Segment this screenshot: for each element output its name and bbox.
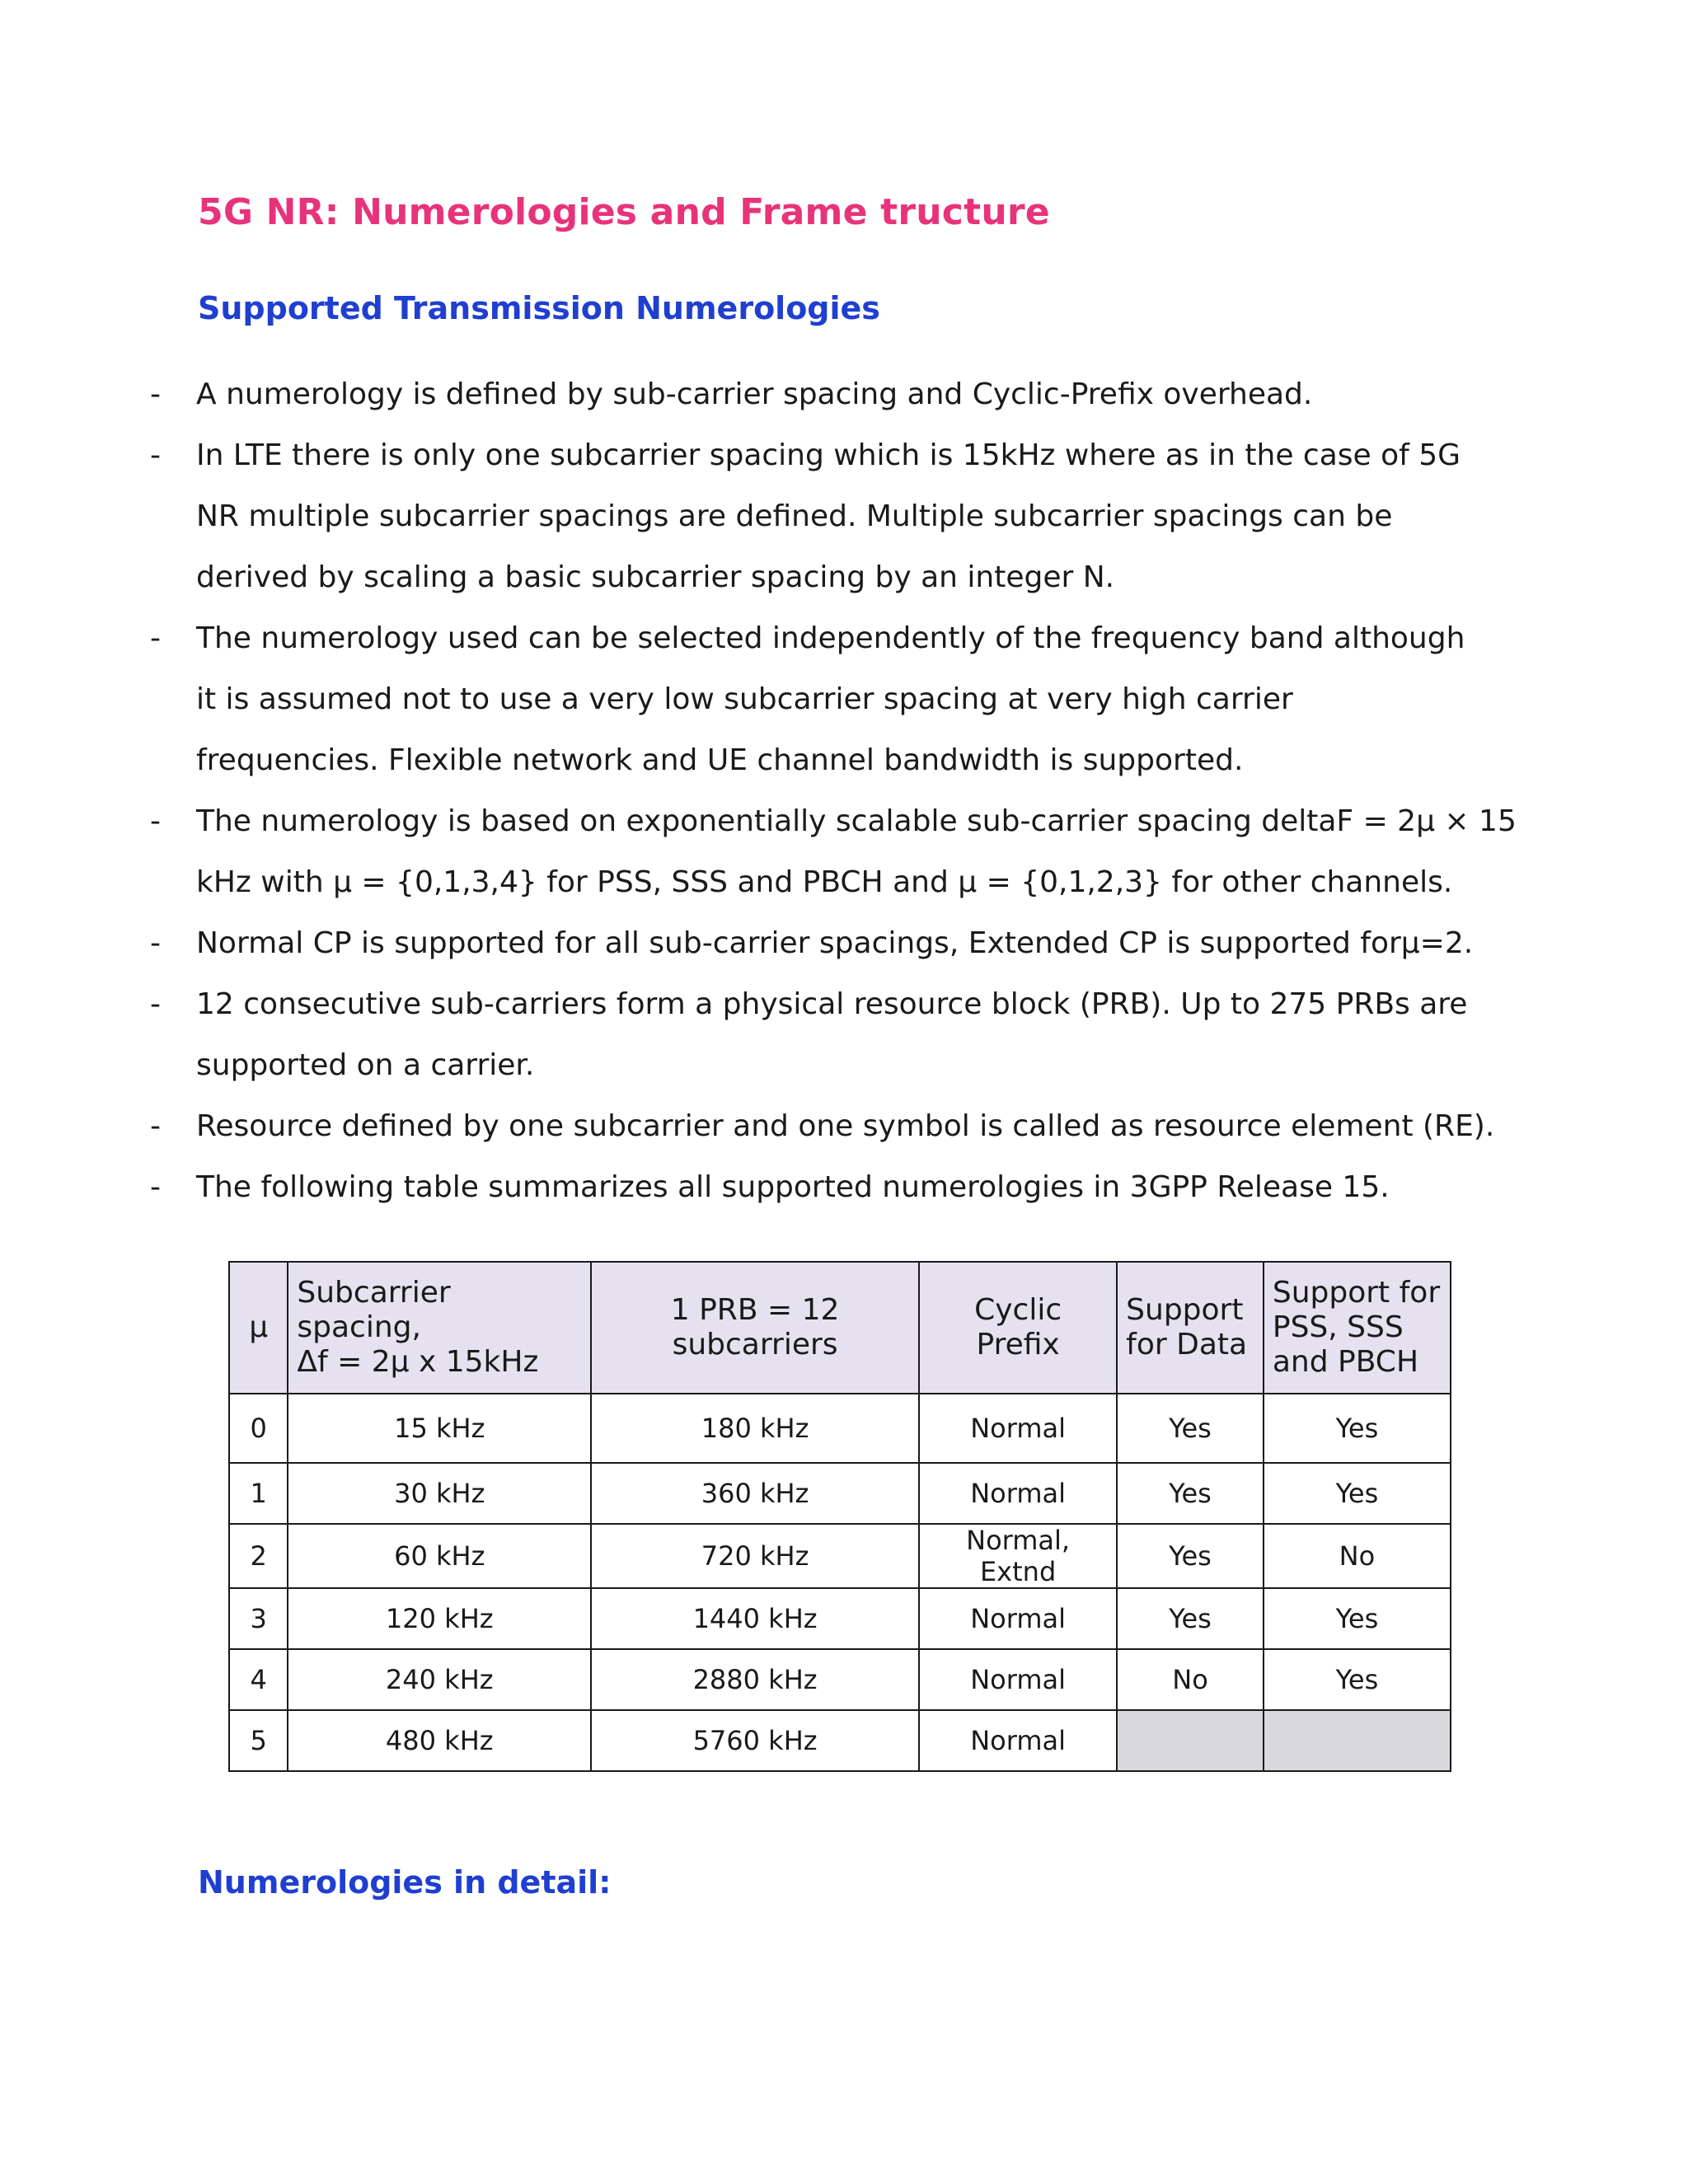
header-prb-line-2: subcarriers (672, 1328, 838, 1361)
cell-support-pss: Yes (1264, 1463, 1451, 1524)
header-cp-label: Cyclic Prefix (974, 1293, 1062, 1361)
header-support-pss (1264, 1262, 1451, 1394)
cell-cyclic-prefix: Normal (919, 1710, 1117, 1771)
cell-mu: 1 (229, 1463, 288, 1524)
cell-support-data: No (1117, 1649, 1264, 1710)
cell-mu: 0 (229, 1394, 288, 1463)
bullet-text (196, 364, 1515, 425)
list-item (0, 364, 1688, 425)
list-item (0, 425, 1688, 608)
header-subcarrier-spacing (288, 1262, 591, 1394)
cell-support-data: Yes (1117, 1394, 1264, 1463)
cell-cyclic-prefix: Normal, Extnd (919, 1524, 1117, 1588)
bullet-text (196, 974, 1515, 1096)
header-pss-line-3: and PBCH (1272, 1345, 1419, 1379)
cell-mu: 2 (229, 1524, 288, 1588)
cell-mu: 4 (229, 1649, 288, 1710)
page-title: 5G NR: Numerologies and Frame tructure (198, 191, 1050, 233)
cell-prb-bandwidth: 2880 kHz (591, 1649, 919, 1710)
table-row (229, 1649, 1451, 1710)
table-row (229, 1710, 1451, 1771)
bullet-line: The numerology is based on exponentially scalable sub-carrier spacing deltaF = 2μ × 15 (196, 804, 1517, 838)
bullet-line: A numerology is defined by sub-carrier spacing and Cyclic-Prefix overhead. (196, 377, 1313, 411)
cell-support-pss: Yes (1264, 1649, 1451, 1710)
bullet-line: In LTE there is only one subcarrier spacing which is 15kHz where as in the case of 5G (196, 438, 1461, 472)
bullet-text (196, 791, 1515, 913)
cell-support-pss: No (1264, 1524, 1451, 1588)
cell-support-data (1117, 1710, 1264, 1771)
bullet-marker: - (150, 804, 161, 838)
bullet-text (196, 1157, 1515, 1218)
numerology-table-container (228, 1261, 1451, 1772)
cell-cyclic-prefix: Normal (919, 1394, 1117, 1463)
header-scs-line-2: Δf = 2μ x 15kHz (297, 1345, 539, 1379)
bullet-text (196, 608, 1515, 791)
bullet-text (196, 1096, 1515, 1157)
cell-mu: 5 (229, 1710, 288, 1771)
header-pss-line-1: Support for (1272, 1276, 1441, 1310)
header-support-data (1117, 1262, 1264, 1394)
header-data-line-1: Support (1126, 1293, 1244, 1327)
bullet-line: supported on a carrier. (196, 1048, 535, 1082)
cell-prb-bandwidth: 1440 kHz (591, 1588, 919, 1649)
bullet-line: frequencies. Flexible network and UE channel bandwidth is supported. (196, 743, 1244, 777)
table-body (229, 1394, 1451, 1771)
bullet-text (196, 425, 1515, 608)
header-prb (591, 1262, 919, 1394)
cell-prb-bandwidth: 360 kHz (591, 1463, 919, 1524)
bullet-marker: - (150, 987, 161, 1021)
list-item (0, 791, 1688, 913)
list-item (0, 1157, 1688, 1218)
bullet-line: The numerology used can be selected independently of the frequency band although (196, 621, 1465, 655)
bullet-line: Normal CP is supported for all sub-carrier spacings, Extended CP is supported forμ=2. (196, 926, 1474, 960)
bullet-line: derived by scaling a basic subcarrier spacing by an integer N. (196, 560, 1115, 594)
bullet-marker: - (150, 377, 161, 411)
cell-subcarrier-spacing: 15 kHz (288, 1394, 591, 1463)
list-item (0, 608, 1688, 791)
bullet-line: 12 consecutive sub-carriers form a physical resource block (PRB). Up to 275 PRBs are (196, 987, 1468, 1021)
cell-prb-bandwidth: 720 kHz (591, 1524, 919, 1588)
bullet-marker: - (150, 1170, 161, 1204)
cell-support-pss: Yes (1264, 1394, 1451, 1463)
cell-mu: 3 (229, 1588, 288, 1649)
bullet-line: The following table summarizes all supported numerologies in 3GPP Release 15. (196, 1170, 1390, 1204)
bullet-marker: - (150, 438, 161, 472)
header-cyclic-prefix (919, 1262, 1117, 1394)
cell-subcarrier-spacing: 60 kHz (288, 1524, 591, 1588)
cell-support-pss: Yes (1264, 1588, 1451, 1649)
table-row (229, 1463, 1451, 1524)
bullet-marker: - (150, 926, 161, 960)
cell-cyclic-prefix: Normal (919, 1588, 1117, 1649)
table-header-row (229, 1262, 1451, 1394)
cell-subcarrier-spacing: 480 kHz (288, 1710, 591, 1771)
header-scs-line-1: Subcarrier spacing, (297, 1276, 451, 1344)
bullet-text (196, 913, 1515, 974)
cell-subcarrier-spacing: 30 kHz (288, 1463, 591, 1524)
section-heading-numerologies-detail: Numerologies in detail: (198, 1864, 612, 1900)
cell-cyclic-prefix: Normal (919, 1463, 1117, 1524)
cell-cyclic-prefix: Normal (919, 1649, 1117, 1710)
header-pss-line-2: PSS, SSS (1272, 1310, 1404, 1344)
header-prb-line-1: 1 PRB = 12 (670, 1293, 840, 1327)
list-item (0, 913, 1688, 974)
list-item (0, 1096, 1688, 1157)
cell-support-data: Yes (1117, 1588, 1264, 1649)
cell-support-data: Yes (1117, 1524, 1264, 1588)
bullet-line: NR multiple subcarrier spacings are defined. Multiple subcarrier spacings can be (196, 499, 1393, 533)
bullet-line: it is assumed not to use a very low subcarrier spacing at very high carrier (196, 682, 1293, 716)
table-row (229, 1394, 1451, 1463)
cell-support-pss (1264, 1710, 1451, 1771)
cell-subcarrier-spacing: 240 kHz (288, 1649, 591, 1710)
bullet-list (0, 364, 1688, 1218)
cell-subcarrier-spacing: 120 kHz (288, 1588, 591, 1649)
cell-support-data: Yes (1117, 1463, 1264, 1524)
section-heading-supported-numerologies: Supported Transmission Numerologies (198, 290, 880, 326)
bullet-line: kHz with μ = {0,1,3,4} for PSS, SSS and PBCH and μ = {0,1,2,3} for other channels. (196, 865, 1453, 899)
bullet-line: Resource defined by one subcarrier and one symbol is called as resource element (RE). (196, 1109, 1495, 1143)
header-data-line-2: for Data (1126, 1328, 1248, 1361)
table-row (229, 1588, 1451, 1649)
bullet-marker: - (150, 1109, 161, 1143)
cell-prb-bandwidth: 180 kHz (591, 1394, 919, 1463)
numerology-table (228, 1261, 1451, 1772)
header-mu (229, 1262, 288, 1394)
list-item (0, 974, 1688, 1096)
table-row (229, 1524, 1451, 1588)
header-mu-label: μ (249, 1310, 269, 1344)
cell-prb-bandwidth: 5760 kHz (591, 1710, 919, 1771)
bullet-marker: - (150, 621, 161, 655)
